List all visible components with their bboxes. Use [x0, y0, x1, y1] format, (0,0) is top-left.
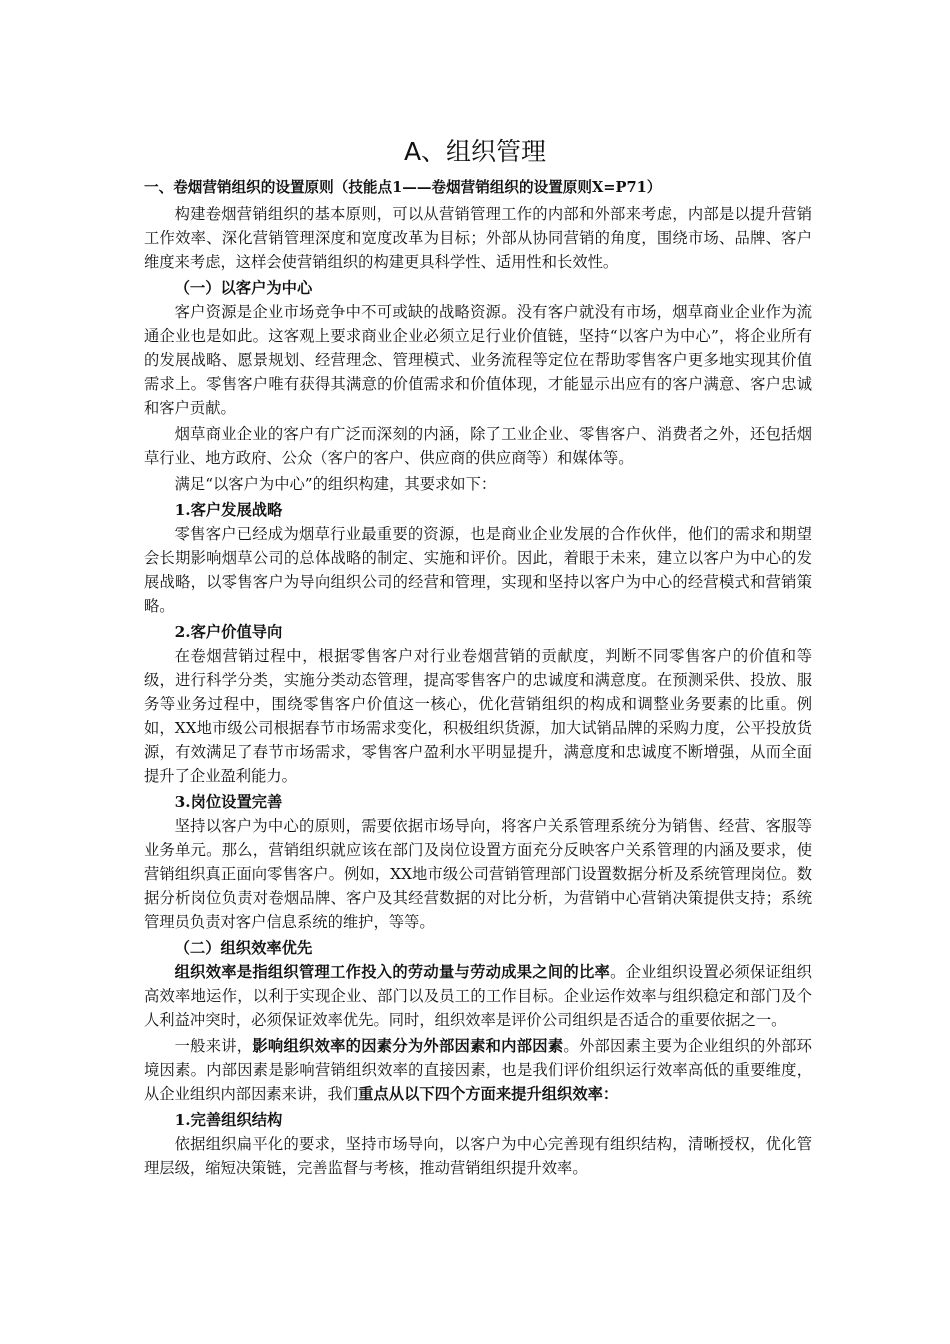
paragraph: 客户资源是企业市场竞争中不可或缺的战略资源。没有客户就没有市场，烟草商业企业作为流通企业也是如此。这客观上要求商业企业必须立足行业价值链，坚持“以客户为中心”，将企业所有的发展战略、愿景规划、经营理念、管理模式、业务流程等定位在帮助零售客户更多地实现其价值需求上。零售客户唯有获得其满意的价值需求和价值体现，才能显示出应有的客户满意、客户忠诚和客户贡献。 [144, 303, 812, 417]
bold-focus: 重点从以下四个方面来提升组织效率： [358, 1085, 619, 1103]
paragraph: 满足“以客户为中心”的组织构建，其要求如下： [174, 475, 497, 493]
item-heading-customer-strategy: 1.客户发展战略 [174, 501, 283, 519]
paragraph [144, 960, 812, 1032]
paragraph-text: 。企业组织设置必须保证组织高效率地运作，以利于实现企业、部门以及员工的工作目标。企业运作效率与组织稳定和部门及个人利益冲突时，必须保证效率优先。同时，组织效率是评价公司组织是否适合的重要依据之一。 [144, 963, 812, 1029]
item-heading-org-structure: 1.完善组织结构 [174, 1111, 283, 1129]
document-body [144, 176, 812, 1182]
page-title: A、组织管理 [403, 137, 547, 166]
paragraph: 在卷烟营销过程中，根据零售客户对行业卷烟营销的贡献度，判断不同零售客户的价值和等级，进行科学分类，实施分类动态管理，提高零售客户的忠诚度和满意度。在预测采供、投放、服务等业务过程中，围绕零售客户价值这一核心，优化营销组织的构成和调整业务要素的比重。例如，XX地市级公司根据春节市场需求变化，积极组织货源，加大试销品牌的采购力度，公平投放货源，有效满足了春节市场需求，零售客户盈利水平明显提升，满意度和忠诚度不断增强，从而全面提升了企业盈利能力。 [144, 647, 812, 785]
paragraph: 零售客户已经成为烟草行业最重要的资源，也是商业企业发展的合作伙伴，他们的需求和期望会长期影响烟草公司的总体战略的制定、实施和评价。因此，着眼于未来，建立以客户为中心的发展战略，以零售客户为导向组织公司的经营和管理，实现和坚持以客户为中心的经营模式和营销策略。 [144, 525, 812, 615]
item-heading-position-setup: 3.岗位设置完善 [174, 793, 283, 811]
paragraph-text: 一般来讲， [174, 1037, 253, 1055]
subsection-heading-efficiency-first: （二）组织效率优先 [174, 939, 313, 957]
paragraph: 坚持以客户为中心的原则，需要依据市场导向，将客户关系管理系统分为销售、经营、客服等业务单元。那么，营销组织就应该在部门及岗位设置方面充分反映客户关系管理的内涵及要求，使营销组织真正面向零售客户。例如，XX地市级公司营销管理部门设置数据分析及系统管理岗位。数据分析岗位负责对卷烟品牌、客户及其经营数据的对比分析，为营销中心营销决策提供支持；系统管理员负责对客户信息系统的维护，等等。 [144, 817, 812, 931]
item-heading-customer-value: 2.客户价值导向 [174, 623, 283, 641]
section-intro: 构建卷烟营销组织的基本原则，可以从营销管理工作的内部和外部来考虑，内部是以提升营销工作效率、深化营销管理深度和宽度改革为目标；外部从协同营销的角度，围绕市场、品牌、客户维度来考虑，这样会使营销组织的构建更具科学性、适用性和长效性。 [144, 205, 812, 271]
bold-factors: 影响组织效率的因素分为外部因素和内部因素 [252, 1037, 564, 1055]
paragraph-text: 。外部因素主要为企业组织的外部环境因素。内部因素是影响营销组织效率的直接因素，也是我们评价组织运行效率高低的重要维度，从企业组织内部因素来讲，我们 [144, 1037, 812, 1103]
section-heading: 一、卷烟营销组织的设置原则（技能点1——卷烟营销组织的设置原则X=P71） [144, 179, 662, 196]
bold-definition: 组织效率是指组织管理工作投入的劳动量与劳动成果之间的比率 [174, 963, 611, 981]
paragraph: 烟草商业企业的客户有广泛而深刻的内涵，除了工业企业、零售客户、消费者之外，还包括烟草行业、地方政府、公众（客户的客户、供应商的供应商等）和媒体等。 [144, 425, 812, 467]
subsection-heading-customer-center: （一）以客户为中心 [174, 279, 313, 297]
paragraph: 依据组织扁平化的要求，坚持市场导向，以客户为中心完善现有组织结构，清晰授权，优化管理层级，缩短决策链，完善监督与考核，推动营销组织提升效率。 [144, 1135, 812, 1177]
paragraph [144, 1034, 812, 1106]
